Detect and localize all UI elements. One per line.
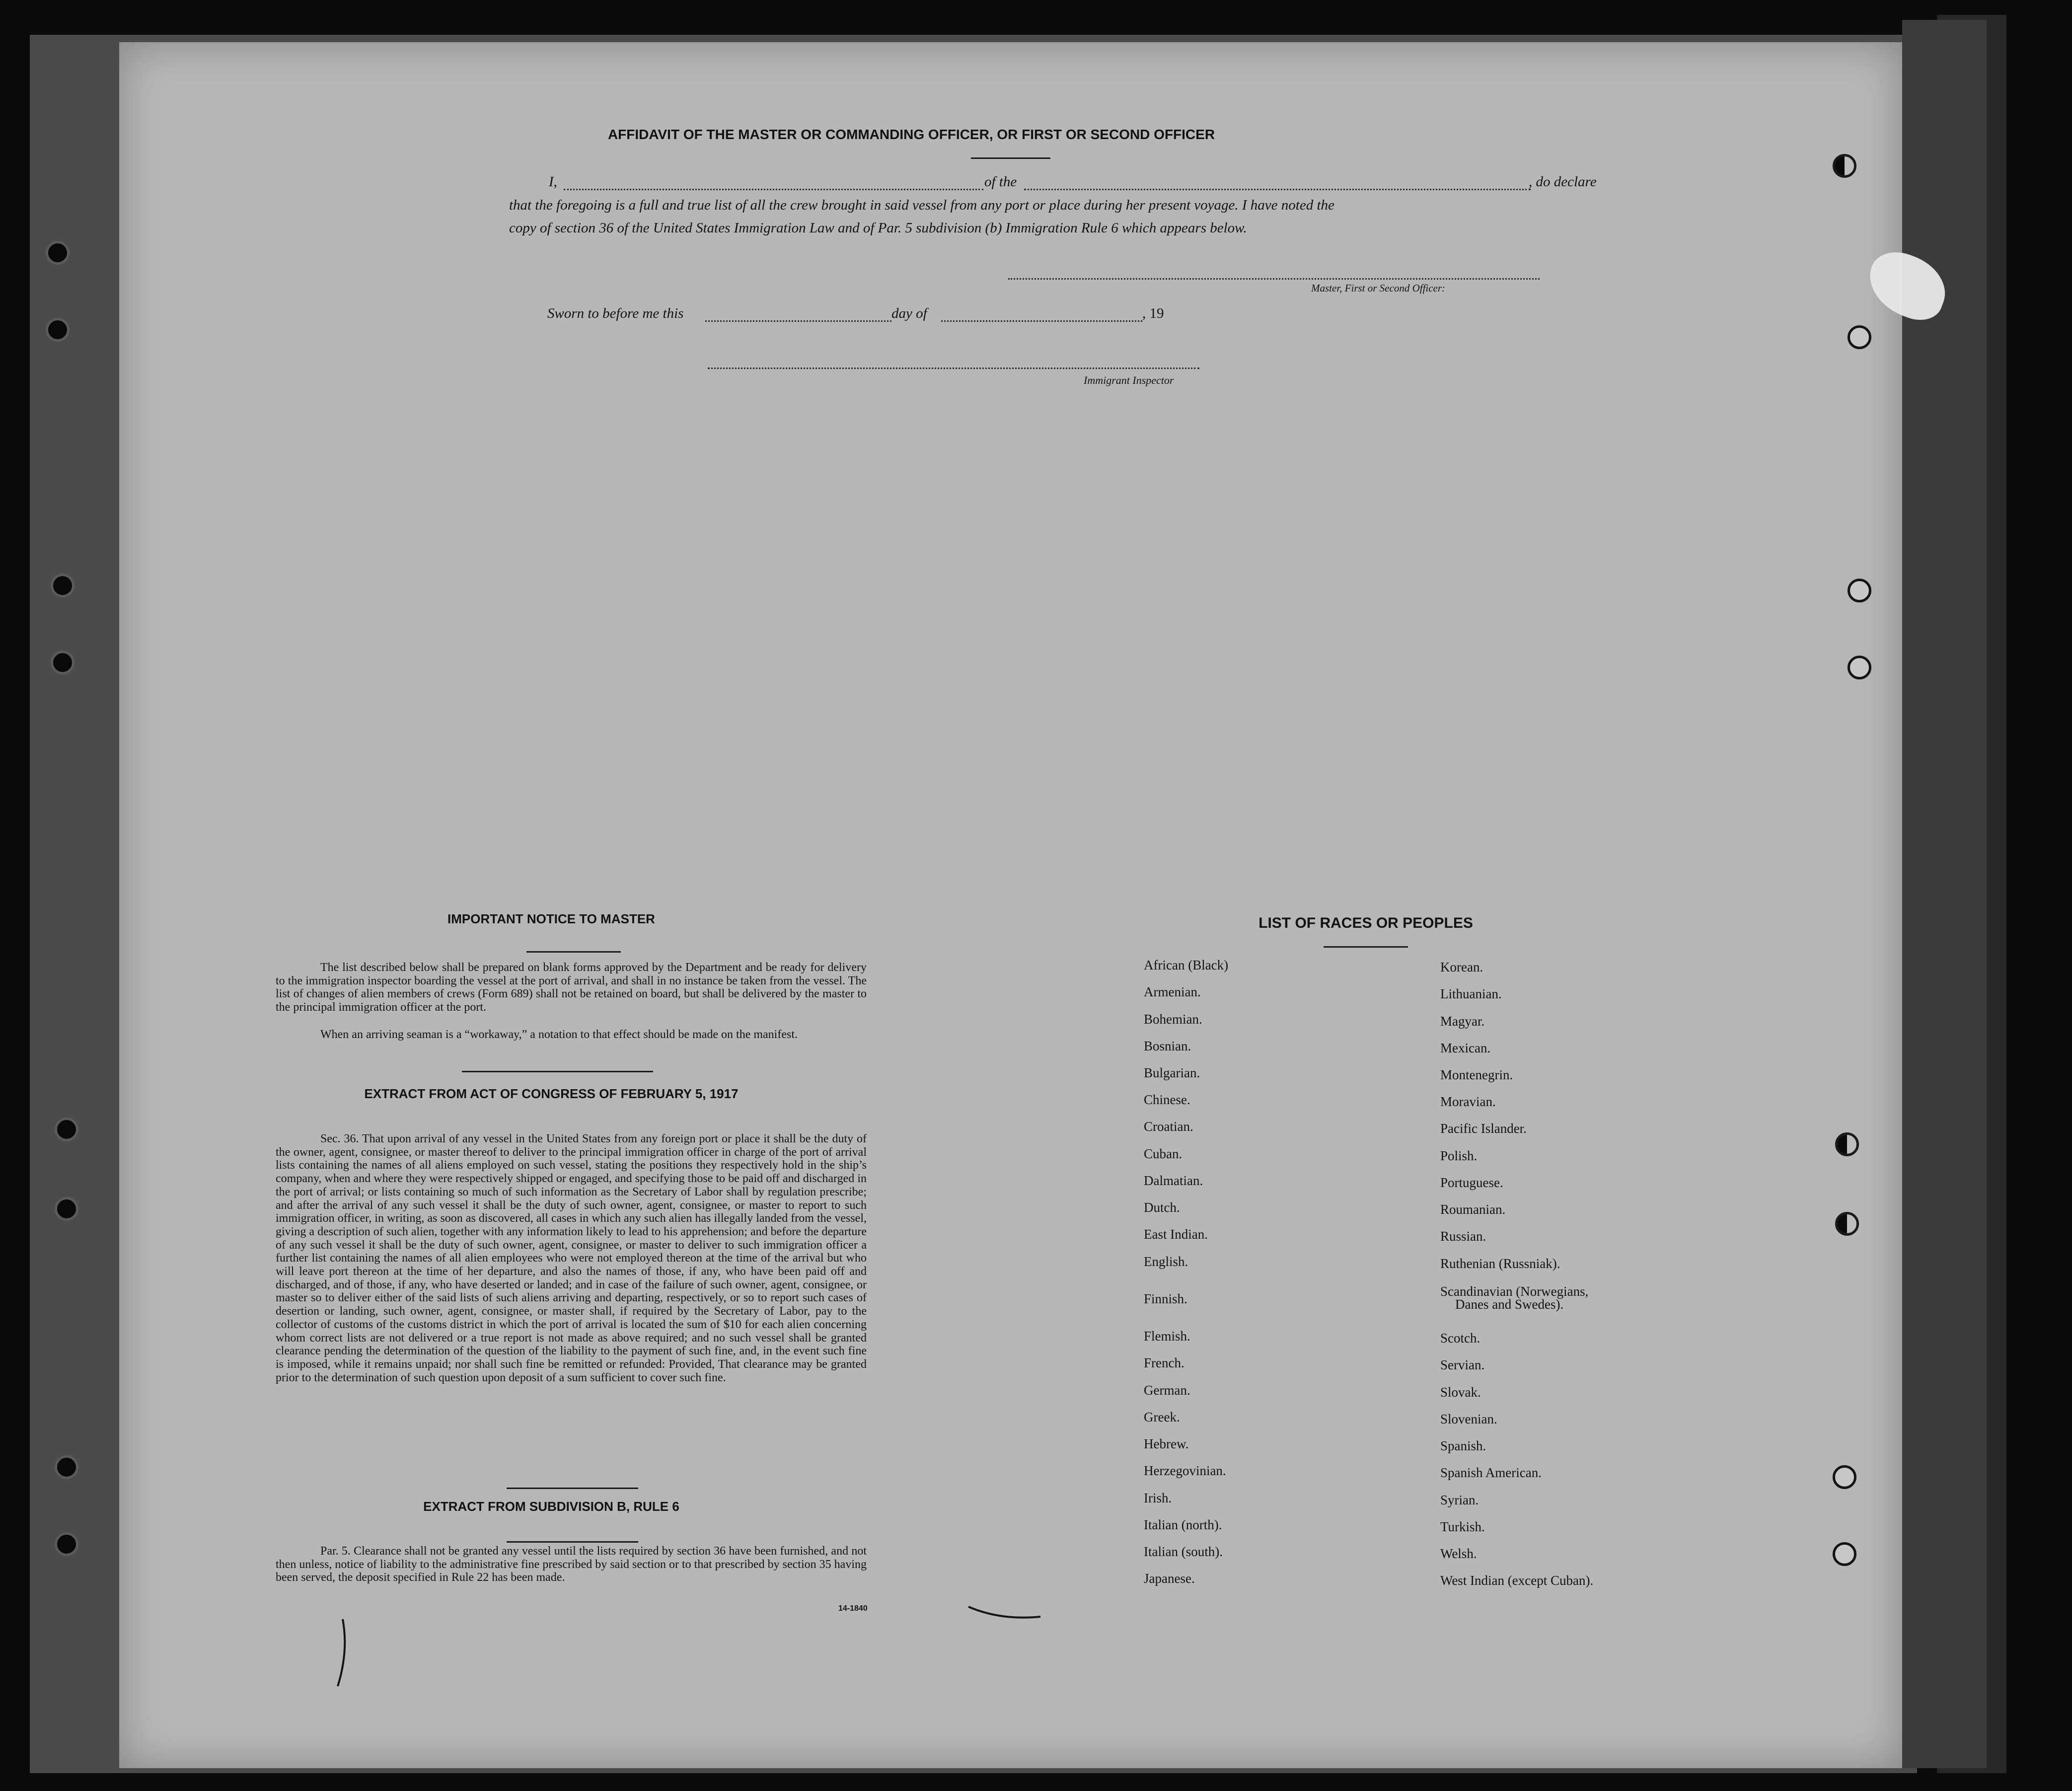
race-item: Scandinavian (Norwegians, [1440, 1284, 1589, 1299]
race-item: Hebrew. [1144, 1436, 1189, 1451]
binding-hole-icon [46, 318, 70, 342]
race-item: Polish. [1440, 1148, 1478, 1163]
binding-hole-icon [1848, 579, 1871, 602]
binding-hole-icon [1833, 1465, 1856, 1489]
race-item: Slovenian. [1440, 1412, 1497, 1426]
inspector-label: Immigrant Inspector [1084, 374, 1174, 386]
binding-hole-icon [1835, 1212, 1859, 1236]
title-divider [971, 157, 1050, 159]
binding-hole-icon [55, 1532, 78, 1556]
binding-hole-icon [51, 574, 74, 597]
race-item: Turkish. [1440, 1519, 1485, 1534]
race-item: Bohemian. [1144, 1012, 1202, 1027]
race-item: Spanish. [1440, 1438, 1486, 1453]
race-item: Bosnian. [1144, 1039, 1191, 1053]
race-item: German. [1144, 1383, 1190, 1398]
race-item: Croatian. [1144, 1119, 1193, 1134]
race-item: Italian (south). [1144, 1544, 1223, 1559]
race-item: Irish. [1144, 1491, 1172, 1505]
day-of-label: day of [891, 305, 927, 321]
race-item: Herzegovinian. [1144, 1463, 1226, 1478]
race-item: Korean. [1440, 960, 1483, 974]
race-item: Bulgarian. [1144, 1065, 1200, 1080]
race-item: Chinese. [1144, 1092, 1190, 1107]
race-item: Greek. [1144, 1410, 1180, 1424]
race-item: Syrian. [1440, 1492, 1479, 1507]
binding-hole-icon [55, 1118, 78, 1141]
race-item: Danes and Swedes). [1455, 1297, 1564, 1312]
sworn-day-field[interactable] [705, 320, 891, 322]
affidavit-title: AFFIDAVIT OF THE MASTER OR COMMANDING OFFICER, OR FIRST OR SECOND OFFICER [607, 127, 1215, 142]
race-item: West Indian (except Cuban). [1440, 1573, 1594, 1588]
sworn-month-field[interactable] [941, 320, 1142, 322]
section-divider [462, 1071, 653, 1072]
affidavit-line-3: copy of section 36 of the United States Immigration Law and of Par. 5 subdivision (b) Immigration Rule 6 which appears below. [509, 220, 1247, 236]
notice-divider [526, 951, 621, 953]
affidavit-i-label: I, [549, 174, 557, 190]
race-item: Flemish. [1144, 1329, 1190, 1343]
race-item: Roumanian. [1440, 1202, 1506, 1217]
race-item: Russian. [1440, 1229, 1486, 1244]
race-item: Welsh. [1440, 1546, 1477, 1561]
race-item: English. [1144, 1254, 1188, 1269]
race-item: Cuban. [1144, 1146, 1183, 1161]
race-item: East Indian. [1144, 1227, 1208, 1242]
binding-hole-icon [46, 241, 70, 265]
race-item: Japanese. [1144, 1571, 1195, 1586]
affidavit-line-2: that the foregoing is a full and true list of all the crew brought in said vessel from any port or place during her present voyage. I have noted the [509, 197, 1334, 213]
binding-hole-icon [55, 1455, 78, 1479]
race-item: Montenegrin. [1440, 1067, 1513, 1082]
races-divider [1324, 946, 1408, 948]
race-item: Finnish. [1144, 1291, 1187, 1306]
races-title: LIST OF RACES OR PEOPLES [1258, 915, 1473, 931]
race-item: Scotch. [1440, 1331, 1480, 1345]
race-item: Dutch. [1144, 1200, 1180, 1215]
notice-paragraph-1: The list described below shall be prepared on blank forms approved by the Department and be ready for delivery to the immigration inspector boarding the vessel at the port of arrival, and shall in no instance be taken from the vessel. The list of changes of alien members of crews (Form 689) shall not be retained on board, but shall be delivered by the master to the principal immigration officer at the port. [276, 961, 867, 1014]
master-signature-label: Master, First or Second Officer: [1311, 282, 1446, 294]
rule-extract-title: EXTRACT FROM SUBDIVISION B, RULE 6 [423, 1499, 679, 1514]
race-item: Magyar. [1440, 1014, 1485, 1029]
race-item: Spanish American. [1440, 1465, 1542, 1480]
section-divider [507, 1488, 638, 1489]
rule-extract-text: Par. 5. Clearance shall not be granted any vessel until the lists required by section 36 have been furnished, and not then unless, notice of liability to the administrative fine prescribed by said section or to that prescribed by section 35 having been served, the deposit specified in Rule 22 has been made. [276, 1545, 867, 1584]
form-number: 14-1840 [838, 1604, 868, 1613]
race-item: Servian. [1440, 1357, 1485, 1372]
binding-hole-icon [1848, 325, 1871, 349]
affidavit-declare-label: , do declare [1529, 174, 1597, 190]
race-item: French. [1144, 1355, 1184, 1370]
inspector-signature-field[interactable] [708, 368, 1199, 369]
act-extract-title: EXTRACT FROM ACT OF CONGRESS OF FEBRUARY 5, 1917 [364, 1086, 739, 1101]
race-item: African (Black) [1144, 958, 1229, 972]
race-item: Slovak. [1440, 1385, 1481, 1400]
act-extract-text: Sec. 36. That upon arrival of any vessel in the United States from any foreign port or place it shall be the duty of the owner, agent, consignee, or master thereof to deliver to the principal immigration officer in charge of the port of arrival lists containing the names of all aliens employed on such vessel, stating the positions they respectively hold in the ship’s company, when and where they were respectively shipped or engaged, and specifying those to be paid off and discharged in the port of arrival; or lists containing so much of such information as the Secretary of Labor shall by regulation prescribe; and after the arrival of any such vessel it shall be the duty of such owner, agent, consignee, or master to report to such immigration officer, in writing, as soon as discovered, all cases in which any such alien has illegally landed from the vessel, giving a description of such alien, together with any information likely to lead to his apprehension; and before the departure of any such vessel it shall be the duty of such owner, agent, consignee, or master to deliver to such immigration officer a further list containing the names of all alien employees who were not employed thereon at the time of the arrival but who will leave port thereon at the time of her departure, and also the names of those, if any, who have been paid off and discharged, and of those, if any, who have deserted or landed; and in case of the failure of such owner, agent, consignee, or master so to deliver either of the said lists of such aliens arriving and departing, respectively, or so to report such cases of desertion or landing, such owner, agent, consignee, or master shall, if required by the Secretary of Labor, pay to the collector of customs of the customs district in which the port of arrival is located the sum of $10 for each alien concerning whom correct lists are not delivered or a true report is not made as above required; and no such vessel shall be granted clearance pending the determination of the question of the liability to the payment of such fine, and, in the event such fine is imposed, while it remains unpaid; nor shall such fine be remitted or refunded: Provided, That clearance may be granted prior to the determination of such question upon deposit of a sum sufficient to cover such fine. [276, 1132, 867, 1384]
race-item: Dalmatian. [1144, 1173, 1203, 1188]
section-divider [507, 1541, 638, 1543]
race-item: Ruthenian (Russniak). [1440, 1256, 1560, 1271]
master-name-field[interactable] [564, 189, 983, 190]
binding-hole-icon [1833, 1542, 1856, 1566]
race-item: Portuguese. [1440, 1175, 1503, 1190]
race-item: Italian (north). [1144, 1517, 1222, 1532]
binding-hole-icon [1833, 154, 1856, 178]
race-item: Mexican. [1440, 1041, 1491, 1055]
binding-hole-icon [55, 1197, 78, 1221]
pen-stroke-mark [328, 1617, 358, 1691]
affidavit-of-label: of the [984, 174, 1017, 190]
vessel-name-field[interactable] [1024, 189, 1531, 190]
binding-hole-icon [51, 651, 74, 674]
race-item: Armenian. [1144, 984, 1201, 999]
race-item: Pacific Islander. [1440, 1121, 1527, 1136]
notice-paragraph-2: When an arriving seaman is a “workaway,” a notation to that effect should be made on the manifest. [320, 1028, 798, 1041]
master-signature-field[interactable] [1008, 278, 1540, 280]
pen-stroke-mark [966, 1597, 1045, 1627]
binding-hole-icon [1848, 656, 1871, 679]
binding-hole-icon [1835, 1132, 1859, 1156]
race-item: Moravian. [1440, 1094, 1496, 1109]
year-label: , 19 [1142, 305, 1164, 321]
sworn-label: Sworn to before me this [547, 305, 684, 321]
notice-title: IMPORTANT NOTICE TO MASTER [447, 911, 655, 926]
manifest-page [119, 42, 1902, 1768]
race-item: Lithuanian. [1440, 986, 1502, 1001]
